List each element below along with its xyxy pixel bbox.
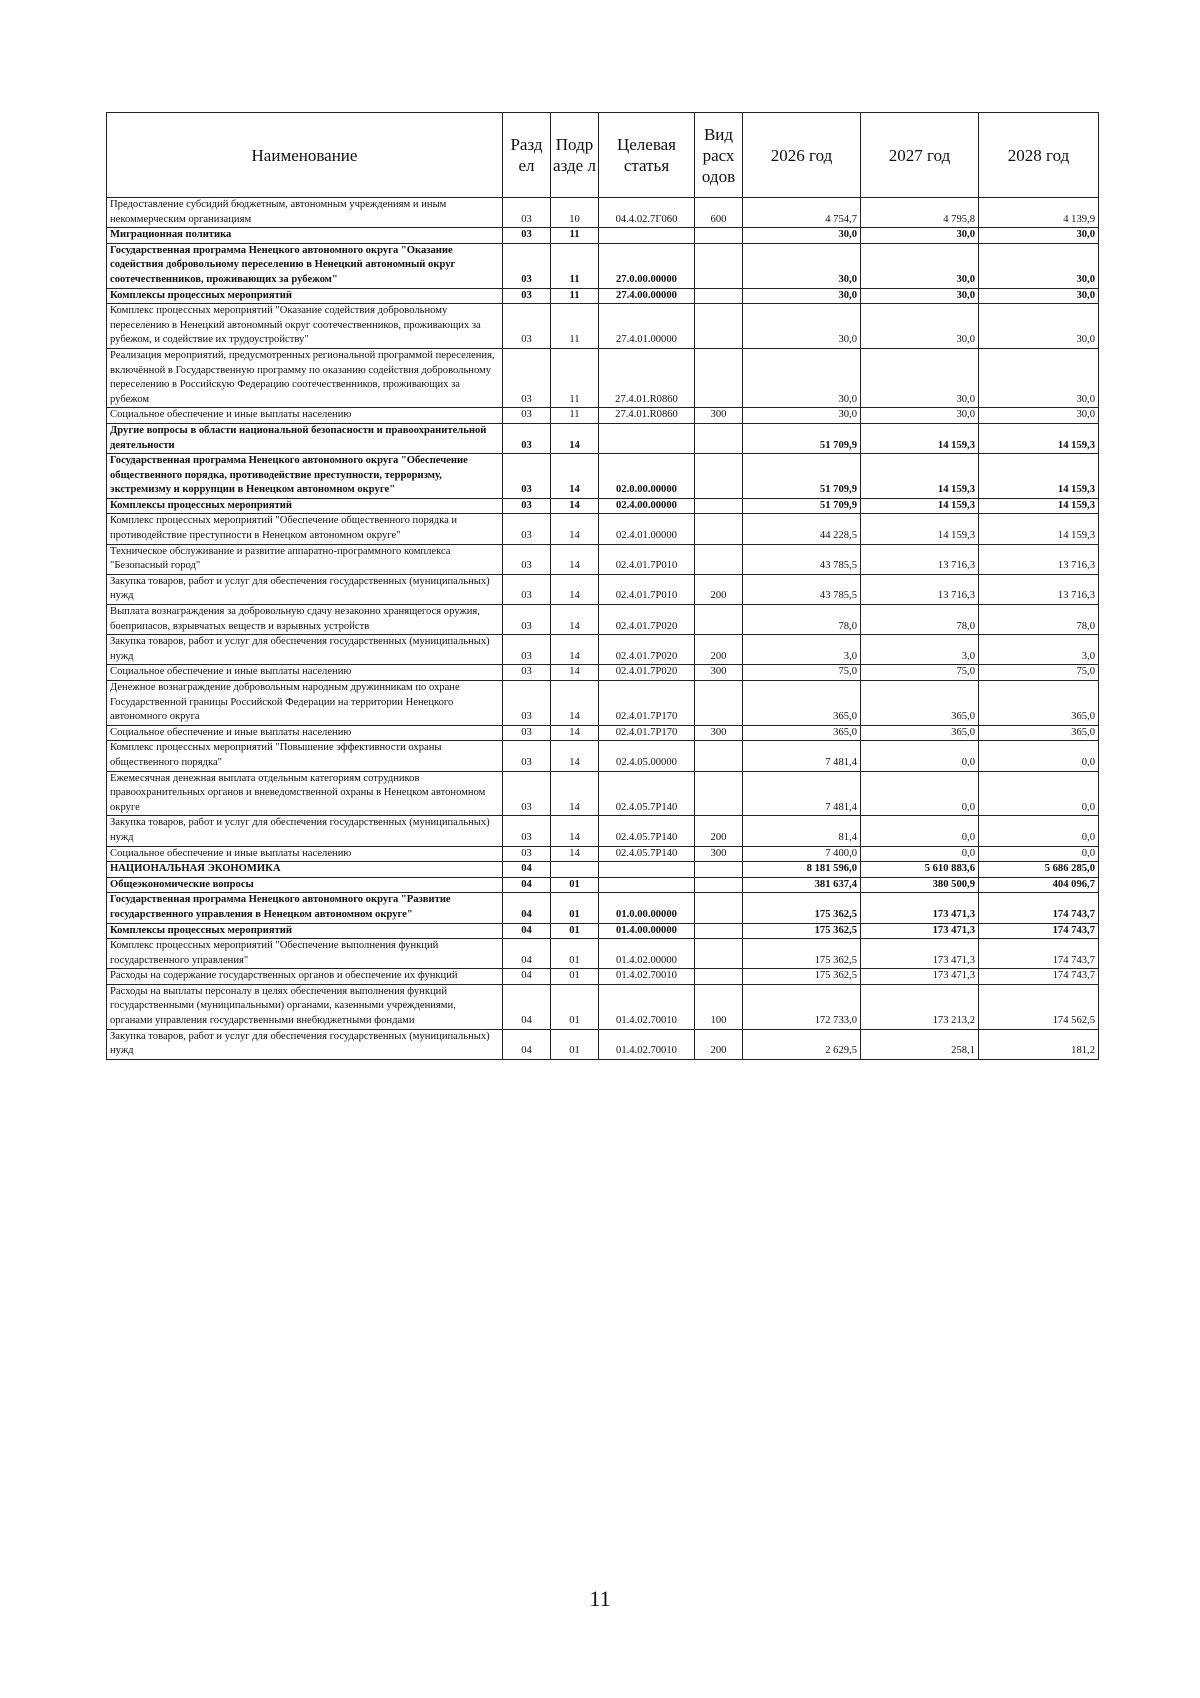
cell-vid-rashodov: 300 <box>695 665 743 681</box>
cell-razdel: 04 <box>503 969 551 985</box>
cell-celevaya-statya: 02.4.01.7Р170 <box>599 725 695 741</box>
cell-2026: 365,0 <box>743 681 861 726</box>
cell-celevaya-statya: 02.4.01.7Р170 <box>599 681 695 726</box>
header-razdel: Разд ел <box>503 113 551 198</box>
cell-razdel: 04 <box>503 877 551 893</box>
cell-2028: 30,0 <box>979 288 1099 304</box>
cell-2027: 173 471,3 <box>861 893 979 923</box>
cell-name: Миграционная политика <box>107 228 503 244</box>
table-row <box>107 498 1099 514</box>
cell-celevaya-statya: 02.4.01.7Р010 <box>599 544 695 574</box>
cell-celevaya-statya: 02.4.01.7Р010 <box>599 574 695 604</box>
cell-vid-rashodov: 200 <box>695 1029 743 1059</box>
cell-vid-rashodov <box>695 288 743 304</box>
cell-name: НАЦИОНАЛЬНАЯ ЭКОНОМИКА <box>107 862 503 878</box>
cell-celevaya-statya: 01.4.02.70010 <box>599 969 695 985</box>
cell-2028: 30,0 <box>979 348 1099 407</box>
table-row <box>107 304 1099 349</box>
cell-2027: 5 610 883,6 <box>861 862 979 878</box>
cell-razdel: 04 <box>503 893 551 923</box>
cell-vid-rashodov <box>695 939 743 969</box>
cell-podrazdel: 14 <box>551 665 599 681</box>
cell-razdel: 03 <box>503 198 551 228</box>
cell-celevaya-statya: 02.0.00.00000 <box>599 454 695 499</box>
cell-2028: 174 743,7 <box>979 923 1099 939</box>
cell-razdel: 03 <box>503 741 551 771</box>
cell-podrazdel: 14 <box>551 605 599 635</box>
cell-2027: 14 159,3 <box>861 498 979 514</box>
header-name: Наименование <box>107 113 503 198</box>
cell-name: Комплекс процессных мероприятий "Обеспечение выполнения функций государственного управления" <box>107 939 503 969</box>
cell-celevaya-statya: 02.4.01.7Р020 <box>599 605 695 635</box>
cell-2026: 75,0 <box>743 665 861 681</box>
cell-2028: 14 159,3 <box>979 498 1099 514</box>
cell-2027: 75,0 <box>861 665 979 681</box>
cell-2028: 404 096,7 <box>979 877 1099 893</box>
cell-2027: 0,0 <box>861 741 979 771</box>
cell-2026: 43 785,5 <box>743 544 861 574</box>
cell-vid-rashodov <box>695 605 743 635</box>
cell-razdel: 03 <box>503 454 551 499</box>
cell-podrazdel: 01 <box>551 984 599 1029</box>
cell-podrazdel: 11 <box>551 288 599 304</box>
cell-vid-rashodov: 300 <box>695 408 743 424</box>
cell-vid-rashodov: 300 <box>695 725 743 741</box>
cell-2027: 173 471,3 <box>861 923 979 939</box>
cell-vid-rashodov: 200 <box>695 635 743 665</box>
cell-2028: 181,2 <box>979 1029 1099 1059</box>
table-row <box>107 893 1099 923</box>
cell-2027: 258,1 <box>861 1029 979 1059</box>
cell-2028: 0,0 <box>979 771 1099 816</box>
cell-podrazdel: 14 <box>551 816 599 846</box>
cell-2026: 172 733,0 <box>743 984 861 1029</box>
cell-celevaya-statya <box>599 423 695 453</box>
cell-2026: 44 228,5 <box>743 514 861 544</box>
cell-vid-rashodov: 300 <box>695 846 743 862</box>
cell-name: Закупка товаров, работ и услуг для обеспечения государственных (муниципальных) нужд <box>107 1029 503 1059</box>
cell-name: Закупка товаров, работ и услуг для обеспечения государственных (муниципальных) нужд <box>107 574 503 604</box>
cell-vid-rashodov <box>695 304 743 349</box>
cell-name: Общеэкономические вопросы <box>107 877 503 893</box>
cell-2026: 30,0 <box>743 304 861 349</box>
cell-vid-rashodov <box>695 228 743 244</box>
cell-vid-rashodov <box>695 423 743 453</box>
cell-2028: 14 159,3 <box>979 454 1099 499</box>
cell-celevaya-statya: 27.4.01.R0860 <box>599 408 695 424</box>
header-celevaya-statya: Целевая статья <box>599 113 695 198</box>
cell-name: Расходы на содержание государственных органов и обеспечение их функций <box>107 969 503 985</box>
cell-celevaya-statya: 27.4.01.R0860 <box>599 348 695 407</box>
cell-podrazdel: 14 <box>551 741 599 771</box>
table-row <box>107 741 1099 771</box>
cell-razdel: 03 <box>503 498 551 514</box>
table-row <box>107 635 1099 665</box>
cell-2027: 13 716,3 <box>861 574 979 604</box>
cell-vid-rashodov <box>695 243 743 288</box>
cell-2028: 174 743,7 <box>979 939 1099 969</box>
cell-2028: 14 159,3 <box>979 423 1099 453</box>
cell-2027: 30,0 <box>861 408 979 424</box>
cell-vid-rashodov <box>695 498 743 514</box>
cell-razdel: 03 <box>503 725 551 741</box>
cell-name: Расходы на выплаты персоналу в целях обеспечения выполнения функций государственными (муниципальными) органами, казенными учреждениями, органами управления государственными внебюджетными фондами <box>107 984 503 1029</box>
table-row <box>107 681 1099 726</box>
cell-podrazdel: 01 <box>551 877 599 893</box>
cell-2027: 0,0 <box>861 816 979 846</box>
cell-razdel: 03 <box>503 514 551 544</box>
cell-2027: 173 471,3 <box>861 969 979 985</box>
cell-podrazdel: 14 <box>551 423 599 453</box>
table-row <box>107 408 1099 424</box>
cell-2026: 8 181 596,0 <box>743 862 861 878</box>
cell-podrazdel: 11 <box>551 228 599 244</box>
cell-podrazdel: 11 <box>551 408 599 424</box>
cell-vid-rashodov <box>695 862 743 878</box>
cell-name: Закупка товаров, работ и услуг для обеспечения государственных (муниципальных) нужд <box>107 816 503 846</box>
table-row <box>107 984 1099 1029</box>
cell-2028: 30,0 <box>979 228 1099 244</box>
table-row <box>107 454 1099 499</box>
header-vid-rashodov: Вид расх одов <box>695 113 743 198</box>
cell-podrazdel: 01 <box>551 893 599 923</box>
cell-celevaya-statya: 02.4.01.00000 <box>599 514 695 544</box>
cell-2026: 81,4 <box>743 816 861 846</box>
cell-2027: 13 716,3 <box>861 544 979 574</box>
cell-name: Комплексы процессных мероприятий <box>107 498 503 514</box>
cell-2026: 43 785,5 <box>743 574 861 604</box>
cell-name: Социальное обеспечение и иные выплаты населению <box>107 725 503 741</box>
cell-vid-rashodov: 200 <box>695 574 743 604</box>
table-row <box>107 243 1099 288</box>
cell-celevaya-statya: 01.4.02.70010 <box>599 984 695 1029</box>
cell-2028: 75,0 <box>979 665 1099 681</box>
cell-celevaya-statya: 27.0.00.00000 <box>599 243 695 288</box>
cell-name: Комплекс процессных мероприятий "Оказание содействия добровольному переселению в Ненецкий автономный округ соотечественников, проживающих за рубежом, и содействие их трудоустройству" <box>107 304 503 349</box>
cell-2026: 4 754,7 <box>743 198 861 228</box>
table-row <box>107 816 1099 846</box>
cell-2027: 14 159,3 <box>861 423 979 453</box>
cell-2026: 30,0 <box>743 243 861 288</box>
cell-name: Государственная программа Ненецкого автономного округа "Обеспечение общественного порядка, противодействие преступности, терроризму, экстремизму и коррупции в Ненецком автономном округе" <box>107 454 503 499</box>
cell-celevaya-statya <box>599 862 695 878</box>
cell-2027: 30,0 <box>861 243 979 288</box>
cell-razdel: 03 <box>503 348 551 407</box>
cell-name: Социальное обеспечение и иные выплаты населению <box>107 846 503 862</box>
cell-celevaya-statya: 02.4.05.7Р140 <box>599 816 695 846</box>
table-header <box>107 113 1099 198</box>
cell-podrazdel: 01 <box>551 969 599 985</box>
cell-vid-rashodov: 100 <box>695 984 743 1029</box>
cell-celevaya-statya: 02.4.05.7Р140 <box>599 846 695 862</box>
cell-name: Государственная программа Ненецкого автономного округа "Оказание содействия добровольному переселению в Ненецкий автономный округ соотечественников, проживающих за рубежом" <box>107 243 503 288</box>
cell-celevaya-statya: 02.4.00.00000 <box>599 498 695 514</box>
cell-2026: 175 362,5 <box>743 893 861 923</box>
cell-celevaya-statya: 01.4.02.00000 <box>599 939 695 969</box>
cell-2028: 14 159,3 <box>979 514 1099 544</box>
cell-razdel: 04 <box>503 862 551 878</box>
cell-razdel: 03 <box>503 846 551 862</box>
table-row <box>107 228 1099 244</box>
table-row <box>107 665 1099 681</box>
header-2026: 2026 год <box>743 113 861 198</box>
cell-2026: 175 362,5 <box>743 939 861 969</box>
cell-2027: 173 471,3 <box>861 939 979 969</box>
cell-2028: 0,0 <box>979 846 1099 862</box>
cell-2026: 51 709,9 <box>743 498 861 514</box>
cell-name: Другие вопросы в области национальной безопасности и правоохранительной деятельности <box>107 423 503 453</box>
cell-celevaya-statya: 02.4.01.7Р020 <box>599 665 695 681</box>
cell-vid-rashodov: 200 <box>695 816 743 846</box>
table-body <box>107 198 1099 1060</box>
table-row <box>107 862 1099 878</box>
cell-2028: 30,0 <box>979 304 1099 349</box>
cell-name: Социальное обеспечение и иные выплаты населению <box>107 408 503 424</box>
cell-razdel: 03 <box>503 288 551 304</box>
cell-podrazdel: 01 <box>551 939 599 969</box>
cell-2026: 365,0 <box>743 725 861 741</box>
cell-2027: 14 159,3 <box>861 514 979 544</box>
cell-2026: 30,0 <box>743 288 861 304</box>
cell-podrazdel: 11 <box>551 348 599 407</box>
cell-name: Комплекс процессных мероприятий "Обеспечение общественного порядка и противодействие преступности в Ненецком автономном округе" <box>107 514 503 544</box>
table-row <box>107 725 1099 741</box>
cell-2026: 51 709,9 <box>743 423 861 453</box>
cell-podrazdel: 11 <box>551 243 599 288</box>
cell-2028: 174 743,7 <box>979 969 1099 985</box>
cell-podrazdel: 11 <box>551 304 599 349</box>
cell-2027: 0,0 <box>861 846 979 862</box>
cell-2027: 173 213,2 <box>861 984 979 1029</box>
cell-name: Комплексы процессных мероприятий <box>107 288 503 304</box>
cell-2026: 381 637,4 <box>743 877 861 893</box>
cell-name: Государственная программа Ненецкого автономного округа "Развитие государственного управления в Ненецком автономном округе" <box>107 893 503 923</box>
table-row <box>107 771 1099 816</box>
cell-2027: 14 159,3 <box>861 454 979 499</box>
cell-name: Реализация мероприятий, предусмотренных региональной программой переселения, включённой в Государственную программу по оказанию содействия добровольному переселению в Российскую Федерацию соотечественников, проживающих за рубежом <box>107 348 503 407</box>
budget-table <box>106 112 1099 1060</box>
cell-podrazdel: 14 <box>551 544 599 574</box>
cell-vid-rashodov <box>695 771 743 816</box>
table-row <box>107 969 1099 985</box>
cell-razdel: 03 <box>503 408 551 424</box>
table-row <box>107 288 1099 304</box>
cell-2026: 30,0 <box>743 408 861 424</box>
table-row <box>107 1029 1099 1059</box>
table-row <box>107 514 1099 544</box>
cell-2026: 7 400,0 <box>743 846 861 862</box>
cell-razdel: 03 <box>503 544 551 574</box>
cell-2028: 13 716,3 <box>979 574 1099 604</box>
cell-podrazdel: 10 <box>551 198 599 228</box>
cell-podrazdel: 14 <box>551 514 599 544</box>
table-row <box>107 939 1099 969</box>
cell-vid-rashodov <box>695 454 743 499</box>
table-row <box>107 423 1099 453</box>
cell-razdel: 03 <box>503 816 551 846</box>
cell-2026: 175 362,5 <box>743 969 861 985</box>
cell-2028: 30,0 <box>979 408 1099 424</box>
cell-podrazdel: 01 <box>551 923 599 939</box>
cell-2026: 30,0 <box>743 348 861 407</box>
cell-name: Техническое обслуживание и развитие аппаратно-программного комплекса "Безопасный город" <box>107 544 503 574</box>
cell-razdel: 03 <box>503 423 551 453</box>
header-2027: 2027 год <box>861 113 979 198</box>
cell-celevaya-statya: 04.4.02.7Г060 <box>599 198 695 228</box>
cell-podrazdel <box>551 862 599 878</box>
cell-name: Комплекс процессных мероприятий "Повышение эффективности охраны общественного порядка" <box>107 741 503 771</box>
cell-razdel: 04 <box>503 984 551 1029</box>
table-row <box>107 923 1099 939</box>
table-row <box>107 348 1099 407</box>
cell-2026: 7 481,4 <box>743 771 861 816</box>
cell-2028: 5 686 285,0 <box>979 862 1099 878</box>
cell-podrazdel: 14 <box>551 771 599 816</box>
cell-2028: 0,0 <box>979 741 1099 771</box>
cell-vid-rashodov <box>695 544 743 574</box>
cell-podrazdel: 14 <box>551 725 599 741</box>
cell-razdel: 03 <box>503 635 551 665</box>
cell-2027: 380 500,9 <box>861 877 979 893</box>
cell-2027: 30,0 <box>861 304 979 349</box>
cell-2028: 78,0 <box>979 605 1099 635</box>
header-2028: 2028 год <box>979 113 1099 198</box>
cell-name: Закупка товаров, работ и услуг для обеспечения государственных (муниципальных) нужд <box>107 635 503 665</box>
cell-vid-rashodov <box>695 923 743 939</box>
cell-razdel: 03 <box>503 665 551 681</box>
cell-vid-rashodov <box>695 348 743 407</box>
cell-2028: 365,0 <box>979 681 1099 726</box>
cell-2027: 365,0 <box>861 725 979 741</box>
cell-2027: 365,0 <box>861 681 979 726</box>
cell-2027: 4 795,8 <box>861 198 979 228</box>
cell-razdel: 04 <box>503 939 551 969</box>
cell-celevaya-statya: 02.4.01.7Р020 <box>599 635 695 665</box>
cell-podrazdel: 14 <box>551 498 599 514</box>
cell-2027: 0,0 <box>861 771 979 816</box>
cell-vid-rashodov <box>695 893 743 923</box>
cell-2027: 30,0 <box>861 228 979 244</box>
cell-celevaya-statya <box>599 228 695 244</box>
cell-2028: 13 716,3 <box>979 544 1099 574</box>
cell-2028: 174 743,7 <box>979 893 1099 923</box>
cell-vid-rashodov <box>695 514 743 544</box>
cell-razdel: 03 <box>503 243 551 288</box>
cell-2028: 30,0 <box>979 243 1099 288</box>
cell-vid-rashodov: 600 <box>695 198 743 228</box>
cell-name: Денежное вознаграждение добровольным народным дружинникам по охране Государственной границы Российской Федерации на территории Ненецкого автономного округа <box>107 681 503 726</box>
cell-celevaya-statya <box>599 877 695 893</box>
cell-name: Ежемесячная денежная выплата отдельным категориям сотрудников правоохранительных органов и вневедомственной охраны в Ненецком автономном округе <box>107 771 503 816</box>
table-row <box>107 574 1099 604</box>
cell-2026: 2 629,5 <box>743 1029 861 1059</box>
table-row <box>107 544 1099 574</box>
table-row <box>107 846 1099 862</box>
cell-razdel: 03 <box>503 574 551 604</box>
cell-celevaya-statya: 02.4.05.00000 <box>599 741 695 771</box>
cell-2027: 30,0 <box>861 348 979 407</box>
cell-celevaya-statya: 27.4.01.00000 <box>599 304 695 349</box>
header-podrazdel: Подр азде л <box>551 113 599 198</box>
cell-name: Социальное обеспечение и иные выплаты населению <box>107 665 503 681</box>
cell-razdel: 03 <box>503 304 551 349</box>
cell-2026: 175 362,5 <box>743 923 861 939</box>
cell-2028: 365,0 <box>979 725 1099 741</box>
page-number: 11 <box>589 1586 611 1611</box>
cell-podrazdel: 14 <box>551 635 599 665</box>
cell-2027: 30,0 <box>861 288 979 304</box>
cell-razdel: 03 <box>503 771 551 816</box>
cell-vid-rashodov <box>695 741 743 771</box>
cell-2026: 30,0 <box>743 228 861 244</box>
cell-razdel: 03 <box>503 228 551 244</box>
cell-2028: 0,0 <box>979 816 1099 846</box>
table-row <box>107 605 1099 635</box>
cell-podrazdel: 14 <box>551 846 599 862</box>
cell-vid-rashodov <box>695 969 743 985</box>
cell-celevaya-statya: 01.0.00.00000 <box>599 893 695 923</box>
cell-2026: 7 481,4 <box>743 741 861 771</box>
cell-podrazdel: 14 <box>551 574 599 604</box>
cell-razdel: 04 <box>503 1029 551 1059</box>
cell-vid-rashodov <box>695 681 743 726</box>
cell-2028: 4 139,9 <box>979 198 1099 228</box>
table-row <box>107 877 1099 893</box>
cell-podrazdel: 14 <box>551 454 599 499</box>
cell-celevaya-statya: 01.4.00.00000 <box>599 923 695 939</box>
cell-celevaya-statya: 01.4.02.70010 <box>599 1029 695 1059</box>
cell-podrazdel: 01 <box>551 1029 599 1059</box>
cell-celevaya-statya: 02.4.05.7Р140 <box>599 771 695 816</box>
cell-name: Выплата вознаграждения за добровольную сдачу незаконно хранящегося оружия, боеприпасов, взрывчатых веществ и взрывных устройств <box>107 605 503 635</box>
cell-celevaya-statya: 27.4.00.00000 <box>599 288 695 304</box>
cell-razdel: 03 <box>503 605 551 635</box>
cell-razdel: 04 <box>503 923 551 939</box>
cell-2026: 78,0 <box>743 605 861 635</box>
cell-podrazdel: 14 <box>551 681 599 726</box>
table-row <box>107 198 1099 228</box>
cell-2028: 3,0 <box>979 635 1099 665</box>
cell-vid-rashodov <box>695 877 743 893</box>
cell-2027: 78,0 <box>861 605 979 635</box>
cell-razdel: 03 <box>503 681 551 726</box>
cell-2027: 3,0 <box>861 635 979 665</box>
cell-2026: 3,0 <box>743 635 861 665</box>
cell-name: Предоставление субсидий бюджетным, автономным учреждениям и иным некоммерческим организациям <box>107 198 503 228</box>
cell-name: Комплексы процессных мероприятий <box>107 923 503 939</box>
cell-2026: 51 709,9 <box>743 454 861 499</box>
cell-2028: 174 562,5 <box>979 984 1099 1029</box>
